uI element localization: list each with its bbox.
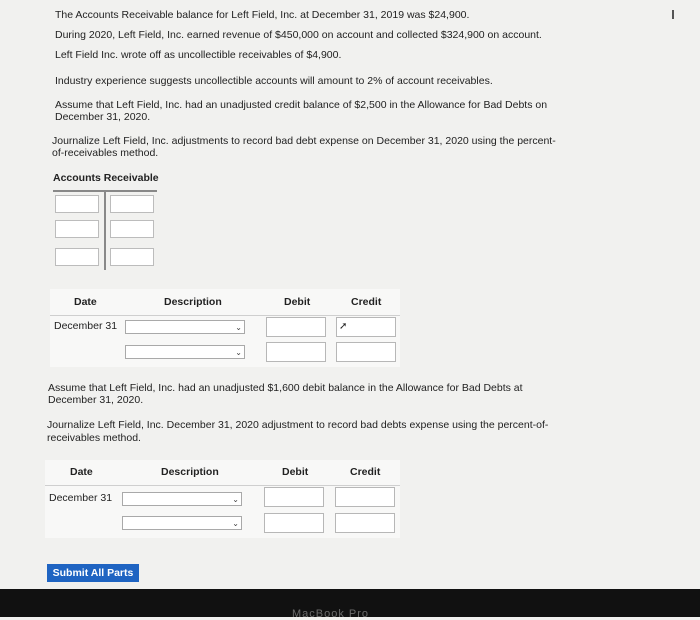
debit-input-2[interactable] [266,342,326,362]
account-select-4[interactable] [122,516,242,530]
credit-input-3[interactable] [335,487,395,507]
assumption-1-b: December 31, 2020. [55,111,151,123]
credit-input-4[interactable] [335,513,395,533]
corner-mark [672,10,674,19]
header-description: Description [164,296,222,308]
t-credit-input-2[interactable] [110,220,154,238]
debit-input-3[interactable] [264,487,324,507]
t-account [53,189,158,271]
instruction-2-b: receivables method. [47,432,141,444]
header-credit: Credit [350,466,381,478]
instruction-1-b: of-receivables method. [52,147,159,159]
account-select-1[interactable] [125,320,245,334]
header-debit: Debit [282,466,309,478]
header-date: Date [70,466,93,478]
account-select-3[interactable] [122,492,242,506]
submit-all-parts-button[interactable]: Submit All Parts [47,564,139,582]
t-credit-input-1[interactable] [110,195,154,213]
header-date: Date [74,296,97,308]
header-credit: Credit [351,296,382,308]
journal-table-2 [45,460,400,538]
t-debit-input-1[interactable] [55,195,99,213]
instruction-2-a: Journalize Left Field, Inc. December 31, 2020 adjustment to record bad debts expense using the percent-of- [47,419,549,431]
problem-line-1: The Accounts Receivable balance for Left Field, Inc. at December 31, 2019 was $24,900. [55,9,470,21]
chevron-down-icon: ⌄ [232,495,239,504]
taccount-title: Accounts Receivable [53,172,159,184]
problem-line-3: Left Field Inc. wrote off as uncollectible receivables of $4,900. [55,49,342,61]
problem-line-4: Industry experience suggests uncollectible accounts will amount to 2% of account receivables. [55,75,493,87]
problem-line-2: During 2020, Left Field, Inc. earned revenue of $450,000 on account and collected $324,900 on account. [55,29,542,41]
mouse-cursor-icon: ➚ [339,321,348,332]
t-credit-input-3[interactable] [110,248,154,266]
date-cell: December 31 [49,492,113,504]
t-debit-input-2[interactable] [55,220,99,238]
credit-input-2[interactable] [336,342,396,362]
assumption-2-b: December 31, 2020. [48,394,144,406]
laptop-brand-label: MacBook Pro [292,608,370,620]
chevron-down-icon: ⌄ [235,323,242,332]
chevron-down-icon: ⌄ [232,519,239,528]
assumption-1-a: Assume that Left Field, Inc. had an unadjusted credit balance of $2,500 in the Allowance for Bad Debts on [55,99,548,111]
chevron-down-icon: ⌄ [235,348,242,357]
instruction-1-a: Journalize Left Field, Inc. adjustments to record bad debt expense on December 31, 2020 using the percent- [52,135,556,147]
journal-table-1 [50,289,400,367]
assumption-2-a: Assume that Left Field, Inc. had an unadjusted $1,600 debit balance in the Allowance for Bad Debts at [48,382,523,394]
header-debit: Debit [284,296,311,308]
debit-input-1[interactable] [266,317,326,337]
header-description: Description [161,466,219,478]
debit-input-4[interactable] [264,513,324,533]
account-select-2[interactable] [125,345,245,359]
t-debit-input-3[interactable] [55,248,99,266]
date-cell: December 31 [54,320,118,332]
